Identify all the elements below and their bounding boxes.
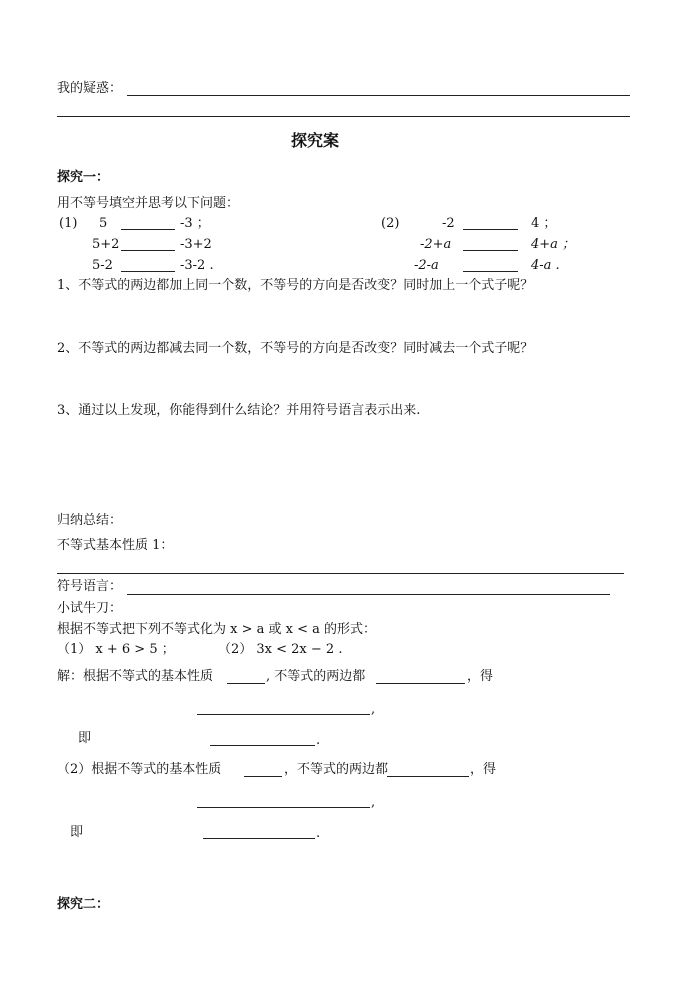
- question-2: 2、不等式的两边都减去同一个数，不等号的方向是否改变？同时减去一个式子呢？: [57, 341, 534, 356]
- sol1-text-a: 解：根据不等式的基本性质: [57, 669, 214, 684]
- question-3: 3、通过以上发现，你能得到什么结论？并用符号语言表示出来.: [57, 403, 421, 418]
- sol1-text-b: , 不等式的两边都: [266, 669, 366, 684]
- sol2-text-c: ，得: [470, 762, 497, 777]
- sol1-blank-final[interactable]: [210, 745, 315, 746]
- try-it-label: 小试牛刀：: [57, 601, 123, 616]
- left-row-3-lhs: 5-2: [92, 258, 113, 273]
- part2-label: (2): [381, 216, 400, 231]
- explore1-instruction: 用不等号填空并思考以下问题：: [57, 196, 240, 211]
- explore1-heading: 探究一：: [57, 170, 110, 185]
- problem-2: （2） 3x < 2x − 2 .: [218, 642, 343, 657]
- left-row-2-lhs: 5+2: [92, 237, 120, 252]
- sol2-blank-result[interactable]: [197, 807, 370, 808]
- right-row-1-rhs: 4 ；: [531, 216, 557, 231]
- part1-label: (1): [59, 216, 78, 231]
- left-row-3-blank[interactable]: [121, 271, 175, 272]
- right-row-3-blank[interactable]: [463, 271, 518, 272]
- left-row-2-rhs: -3+2: [180, 237, 212, 252]
- doubt-answer-line-2[interactable]: [57, 116, 630, 117]
- right-row-2-lhs: -2+a: [420, 237, 452, 252]
- left-row-2-blank[interactable]: [121, 250, 175, 251]
- sol1-blank-result[interactable]: [197, 714, 370, 715]
- sol2-text-a: （2）根据不等式的基本性质: [57, 762, 222, 777]
- sol1-blank-operation[interactable]: [376, 683, 465, 684]
- symbolic-answer-line[interactable]: [127, 594, 610, 595]
- right-row-2-blank[interactable]: [463, 250, 518, 251]
- explore2-heading: 探究二：: [57, 897, 110, 912]
- sol2-blank-property[interactable]: [244, 776, 282, 777]
- problem-1: （1） x + 6 > 5 ；: [57, 642, 175, 657]
- task-text: 根据不等式把下列不等式化为 x > a 或 x < a 的形式：: [57, 622, 377, 637]
- left-row-1-lhs: 5: [99, 216, 108, 231]
- sol1-text-c: ，得: [467, 669, 494, 684]
- right-row-1-blank[interactable]: [463, 229, 518, 230]
- symbolic-label: 符号语言：: [57, 579, 123, 594]
- sol2-blank-final[interactable]: [203, 838, 315, 839]
- right-row-3-rhs: 4-a .: [531, 258, 560, 273]
- right-row-2-rhs: 4+a ；: [531, 237, 576, 252]
- sol1-comma: ,: [371, 702, 376, 717]
- left-row-1-rhs: -3 ；: [180, 216, 210, 231]
- left-row-3-rhs: -3-2 .: [180, 258, 214, 273]
- question-1: 1、不等式的两边都加上同一个数，不等号的方向是否改变？同时加上一个式子呢？: [57, 278, 534, 293]
- sol2-period: .: [316, 826, 321, 841]
- sol2-ji: 即: [70, 825, 84, 840]
- doubt-answer-line[interactable]: [127, 95, 630, 96]
- sol1-period: .: [316, 733, 321, 748]
- sol2-text-b: ，不等式的两边都: [284, 762, 389, 777]
- property-label: 不等式基本性质 1：: [57, 538, 174, 553]
- doubt-label: 我的疑惑：: [57, 81, 123, 96]
- property-answer-line[interactable]: [57, 573, 624, 574]
- left-row-1-blank[interactable]: [121, 229, 175, 230]
- page-title: 探究案: [291, 131, 340, 150]
- sol2-comma: ,: [371, 795, 376, 810]
- sol2-blank-operation[interactable]: [387, 776, 469, 777]
- sol1-blank-property[interactable]: [227, 683, 265, 684]
- right-row-3-lhs: -2-a: [414, 258, 439, 273]
- right-row-1-lhs: -2: [442, 216, 455, 231]
- sol1-ji: 即: [78, 731, 92, 746]
- summary-heading: 归纳总结：: [57, 513, 123, 528]
